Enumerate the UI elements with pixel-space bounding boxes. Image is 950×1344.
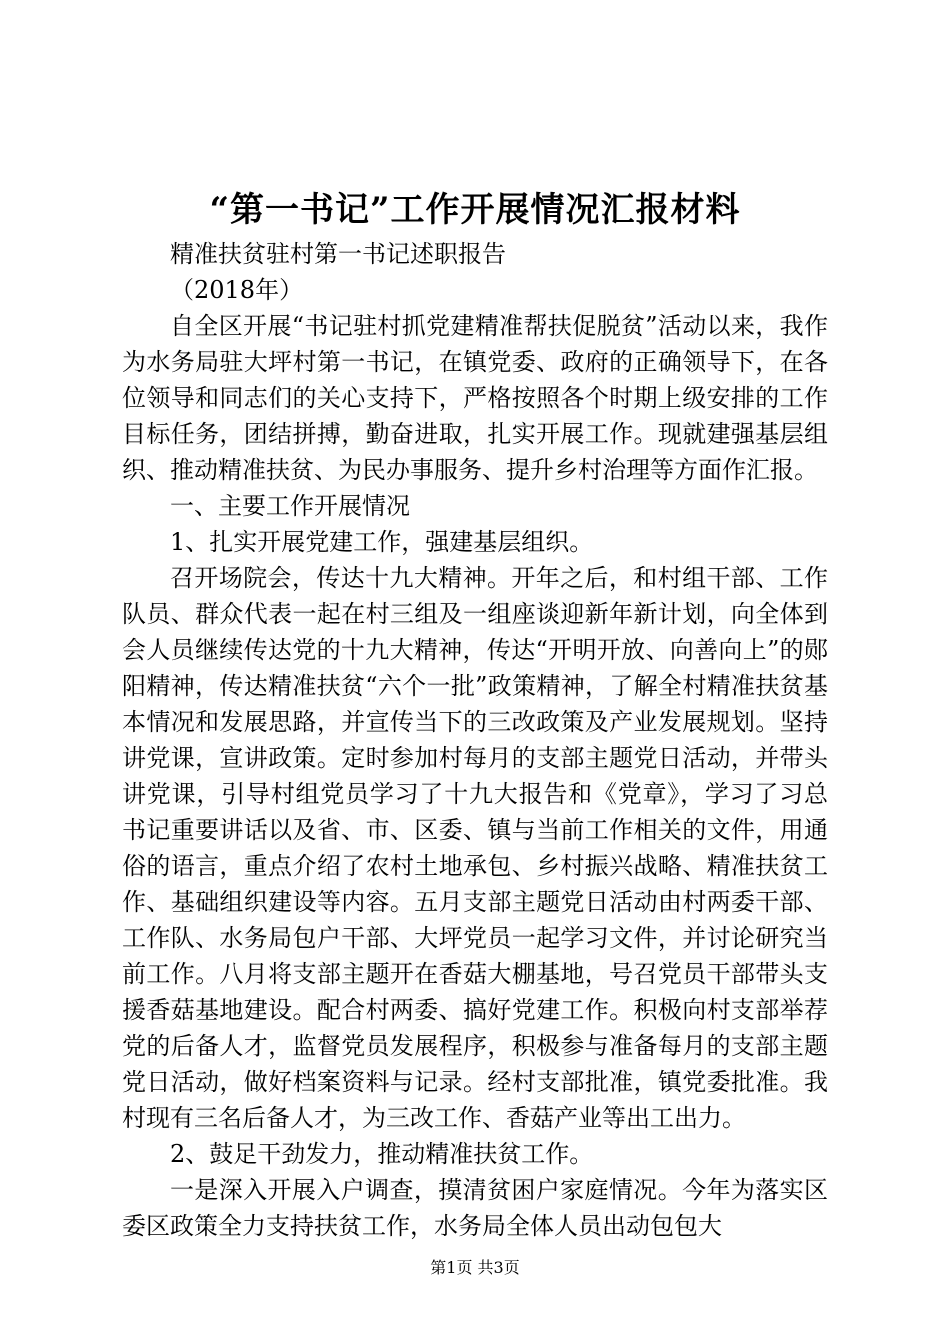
paragraph-poverty-alleviation: 一是深入开展入户调查，摸清贫困户家庭情况。今年为落实区委区政策全力支持扶贫工作，水务局全体人员出动包包大 — [122, 1176, 828, 1240]
section-heading-1: 一、主要工作开展情况 — [170, 492, 410, 520]
report-year: （2018年） — [170, 276, 304, 304]
subsection-heading-1: 1、扎实开展党建工作，强建基层组织。 — [170, 528, 594, 556]
paragraph-intro: 自全区开展“书记驻村抓党建精准帮扶促脱贫”活动以来，我作为水务局驻大坪村第一书记，在镇党委、政府的正确领导下，在各位领导和同志们的关心支持下，严格按照各个时期上级安排的工作目标任务，团结拼搏，勤奋进取，扎实开展工作。现就建强基层组织、推动精准扶贫、为民办事服务、提升乡村治理等方面作汇报。 — [122, 312, 828, 484]
subtitle: 精准扶贫驻村第一书记述职报告 — [170, 240, 506, 268]
document-title: “第一书记”工作开展情况汇报材料 — [209, 190, 741, 230]
paragraph-party-building: 召开场院会，传达十九大精神。开年之后，和村组干部、工作队员、群众代表一起在村三组及一组座谈迎新年新计划，向全体到会人员继续传达党的十九大精神，传达“开明开放、向善向上”的郧阳精神，传达精准扶贫“六个一批”政策精神，了解全村精准扶贫基本情况和发展思路，并宣传当下的三改政策及产业发展规划。坚持讲党课，宣讲政策。定时参加村每月的支部主题党日活动，并带头讲党课，引导村组党员学习了十九大报告和《党章》，学习了习总书记重要讲话以及省、市、区委、镇与当前工作相关的文件，用通俗的语言，重点介绍了农村土地承包、乡村振兴战略、精准扶贫工作、基础组织建设等内容。五月支部主题党日活动由村两委干部、工作队、水务局包户干部、大坪党员一起学习文件，并讨论研究当前工作。八月将支部主题开在香菇大棚基地，号召党员干部带头支援香菇基地建设。配合村两委、搞好党建工作。积极向村支部举荐党的后备人才，监督党员发展程序，积极参与准备每月的支部主题党日活动，做好档案资料与记录。经村支部批准，镇党委批准。我村现有三名后备人才，为三改工作、香菇产业等出工出力。 — [122, 564, 828, 1132]
page-indicator: 第1页 共3页 — [430, 1258, 520, 1277]
subsection-heading-2: 2、鼓足干劲发力，推动精准扶贫工作。 — [170, 1140, 594, 1168]
document-body — [122, 236, 828, 1244]
